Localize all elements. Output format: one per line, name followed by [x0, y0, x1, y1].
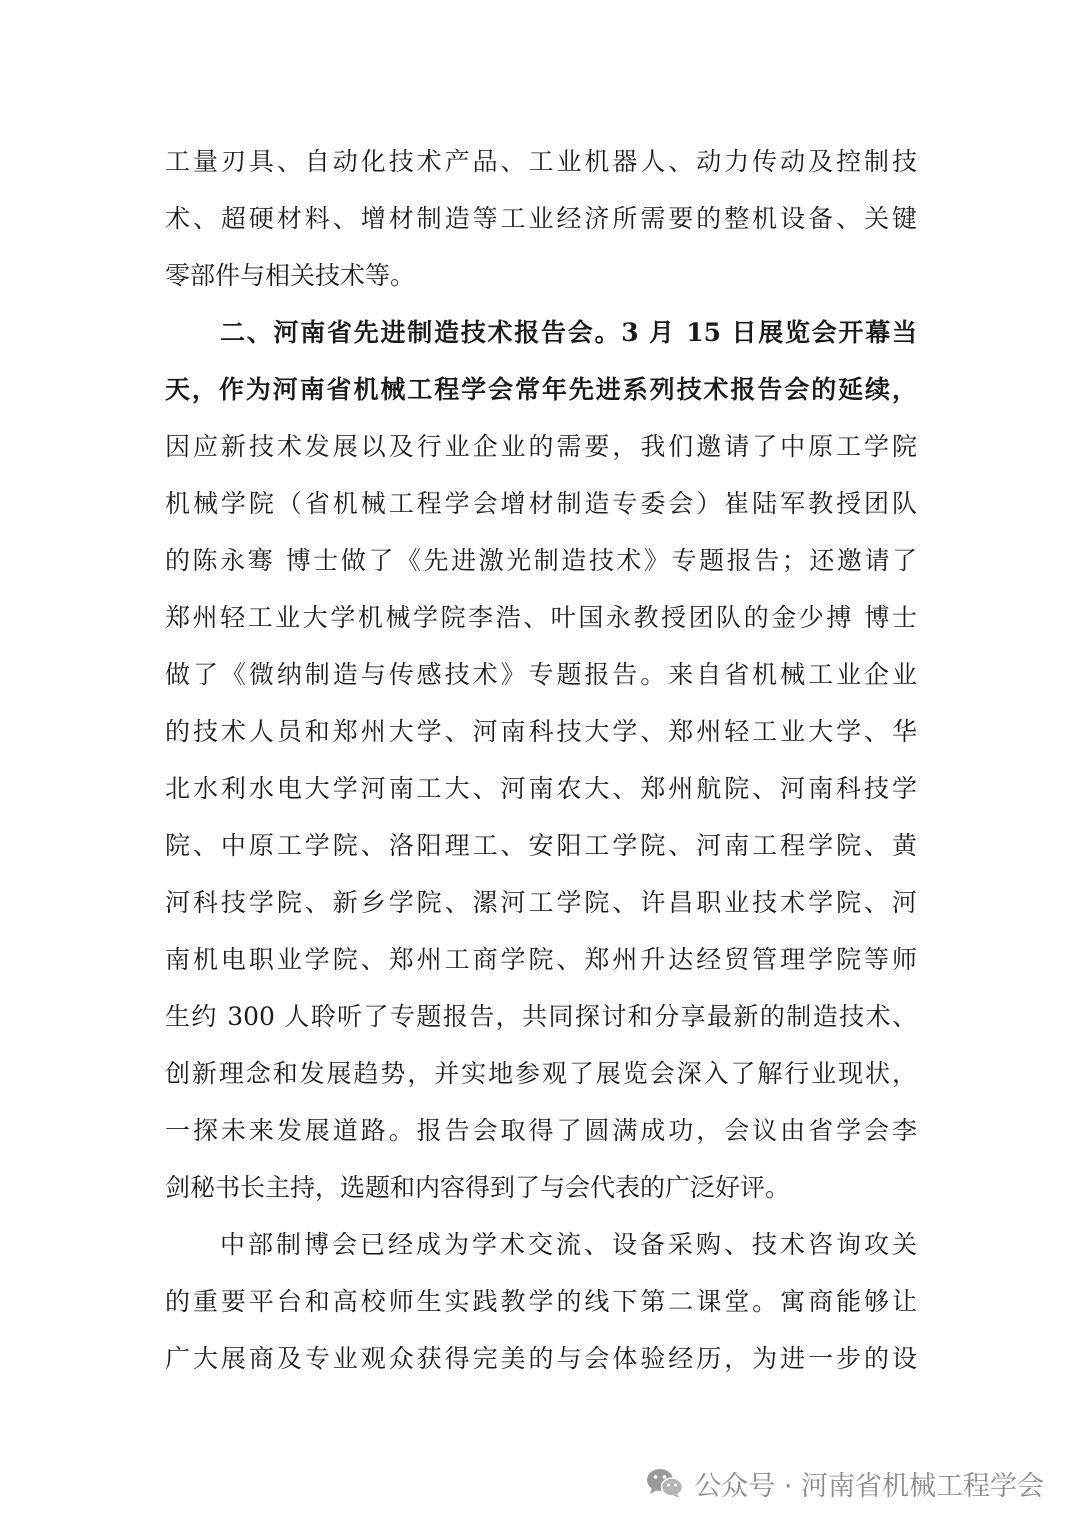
- body-text-line: 郑州轻工业大学机械学院李浩、叶国永教授团队的金少搏 博士: [165, 603, 917, 632]
- body-text-line: 广大展商及专业观众获得完美的与会体验经历，为进一步的设: [165, 1344, 917, 1373]
- body-text-line: 零部件与相关技术等。: [165, 261, 416, 290]
- body-text-line: 北水利水电大学河南工大、河南农大、郑州航院、河南科技学: [165, 774, 917, 803]
- body-text-line: 因应新技术发展以及行业企业的需要，我们邀请了中原工学院: [165, 432, 917, 461]
- body-text-line: 机械学院（省机械工程学会增材制造专委会）崔陆军教授团队: [165, 489, 917, 518]
- body-text-line: 生约 300 人聆听了专题报告，共同探讨和分享最新的制造技术、: [165, 1002, 917, 1031]
- body-text-line: 剑秘书长主持，选题和内容得到了与会代表的广泛好评。: [165, 1173, 791, 1202]
- section-heading-line: 二、河南省先进制造技术报告会。3 月 15 日展览会开幕当: [220, 318, 917, 347]
- body-text-line: 做了《微纳制造与传感技术》专题报告。来自省机械工业企业: [165, 660, 917, 689]
- wechat-icon: [646, 1467, 684, 1499]
- body-text-line: 南机电职业学院、郑州工商学院、郑州升达经贸管理学院等师: [165, 945, 917, 974]
- body-text-line: 一探未来发展道路。报告会取得了圆满成功，会议由省学会李: [165, 1116, 917, 1145]
- account-watermark: [646, 1463, 1044, 1503]
- body-text-line: 创新理念和发展趋势，并实地参观了展览会深入了解行业现状，: [165, 1059, 917, 1088]
- body-text-line: 术、超硬材料、增材制造等工业经济所需要的整机设备、关键: [165, 204, 917, 233]
- watermark-text: 公众号 · 河南省机械工程学会: [694, 1470, 1044, 1502]
- body-text-line: 的重要平台和高校师生实践教学的线下第二课堂。寓商能够让: [165, 1287, 917, 1316]
- section-heading-line: 天，作为河南省机械工程学会常年先进系列技术报告会的延续，: [165, 375, 917, 404]
- body-text-line: 工量刃具、自动化技术产品、工业机器人、动力传动及控制技: [165, 147, 917, 176]
- body-text-line: 院、中原工学院、洛阳理工、安阳工学院、河南工程学院、黄: [165, 831, 917, 860]
- body-text-line: 的技术人员和郑州大学、河南科技大学、郑州轻工业大学、华: [165, 717, 917, 746]
- body-text-line: 河科技学院、新乡学院、漯河工学院、许昌职业技术学院、河: [165, 888, 917, 917]
- body-text-line: 的陈永骞 博士做了《先进激光制造技术》专题报告；还邀请了: [165, 546, 917, 575]
- body-text-line: 中部制博会已经成为学术交流、设备采购、技术咨询攻关: [220, 1230, 917, 1259]
